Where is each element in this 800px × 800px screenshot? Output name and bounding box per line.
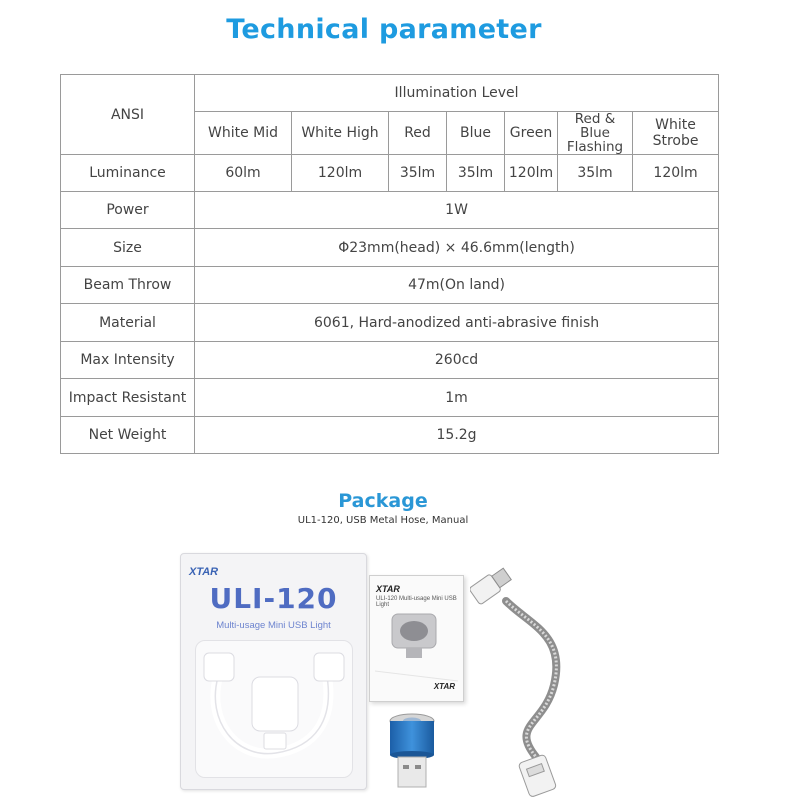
usb-metal-hose-image: [470, 565, 580, 800]
row-value: Φ23mm(head) × 46.6mm(length): [195, 229, 719, 267]
row-label: Size: [61, 229, 195, 267]
row-value: 47m(On land): [195, 267, 719, 304]
manual-brand-logo: XTAR: [376, 584, 400, 594]
row-value: 260cd: [195, 342, 719, 379]
manual-back-logo: XTAR: [433, 682, 455, 691]
row-value: 1m: [195, 379, 719, 417]
row-label: Max Intensity: [61, 342, 195, 379]
mode-header: Green: [505, 112, 558, 155]
luminance-value: 35lm: [447, 155, 505, 192]
blister-pack-image: [180, 553, 367, 790]
spec-table: [60, 74, 719, 454]
table-row: [61, 192, 719, 229]
mode-header: [558, 112, 633, 155]
mode-header-text: Red & Blue Flashing: [566, 111, 624, 155]
page-title: Technical parameter: [226, 14, 542, 45]
usb-light-image: [386, 713, 438, 795]
luminance-value: 35lm: [389, 155, 447, 192]
luminance-value: 120lm: [292, 155, 389, 192]
luminance-value: 120lm: [505, 155, 558, 192]
manual-image: [369, 575, 464, 702]
row-label: Beam Throw: [61, 267, 195, 304]
row-label: Material: [61, 304, 195, 342]
blister-tagline: Multi-usage Mini USB Light: [216, 620, 331, 631]
mode-header: White High: [292, 112, 389, 155]
table-row: [61, 155, 719, 192]
package-subtitle: UL1-120, USB Metal Hose, Manual: [297, 515, 469, 526]
table-row: [61, 304, 719, 342]
illumination-level-header: Illumination Level: [195, 75, 719, 112]
luminance-value: 35lm: [558, 155, 633, 192]
row-label: Luminance: [61, 155, 195, 192]
ansi-header: ANSI: [61, 75, 195, 155]
luminance-value: 120lm: [633, 155, 719, 192]
row-label: Power: [61, 192, 195, 229]
manual-model-text: ULI-120: [376, 596, 398, 602]
table-row: [61, 417, 719, 454]
manual-subtitle: Multi-usage Mini USB Light: [376, 596, 457, 608]
table-row: [61, 267, 719, 304]
luminance-value: 60lm: [195, 155, 292, 192]
blister-tray: [195, 640, 353, 778]
blister-contents-drawing: [196, 641, 352, 777]
table-row: [61, 229, 719, 267]
row-label: Net Weight: [61, 417, 195, 454]
row-label: Impact Resistant: [61, 379, 195, 417]
blister-brand-logo: XTAR: [189, 566, 219, 578]
mode-header: Blue: [447, 112, 505, 155]
table-row: [61, 379, 719, 417]
table-row: [61, 342, 719, 379]
row-value: 15.2g: [195, 417, 719, 454]
mode-header: White Mid: [195, 112, 292, 155]
blister-model: ULI-120: [209, 582, 338, 615]
row-value: 6061, Hard-anodized anti-abrasive finish: [195, 304, 719, 342]
mode-header: Red: [389, 112, 447, 155]
row-value: 1W: [195, 192, 719, 229]
mode-header: White Strobe: [633, 112, 719, 155]
package-title: Package: [338, 490, 428, 512]
